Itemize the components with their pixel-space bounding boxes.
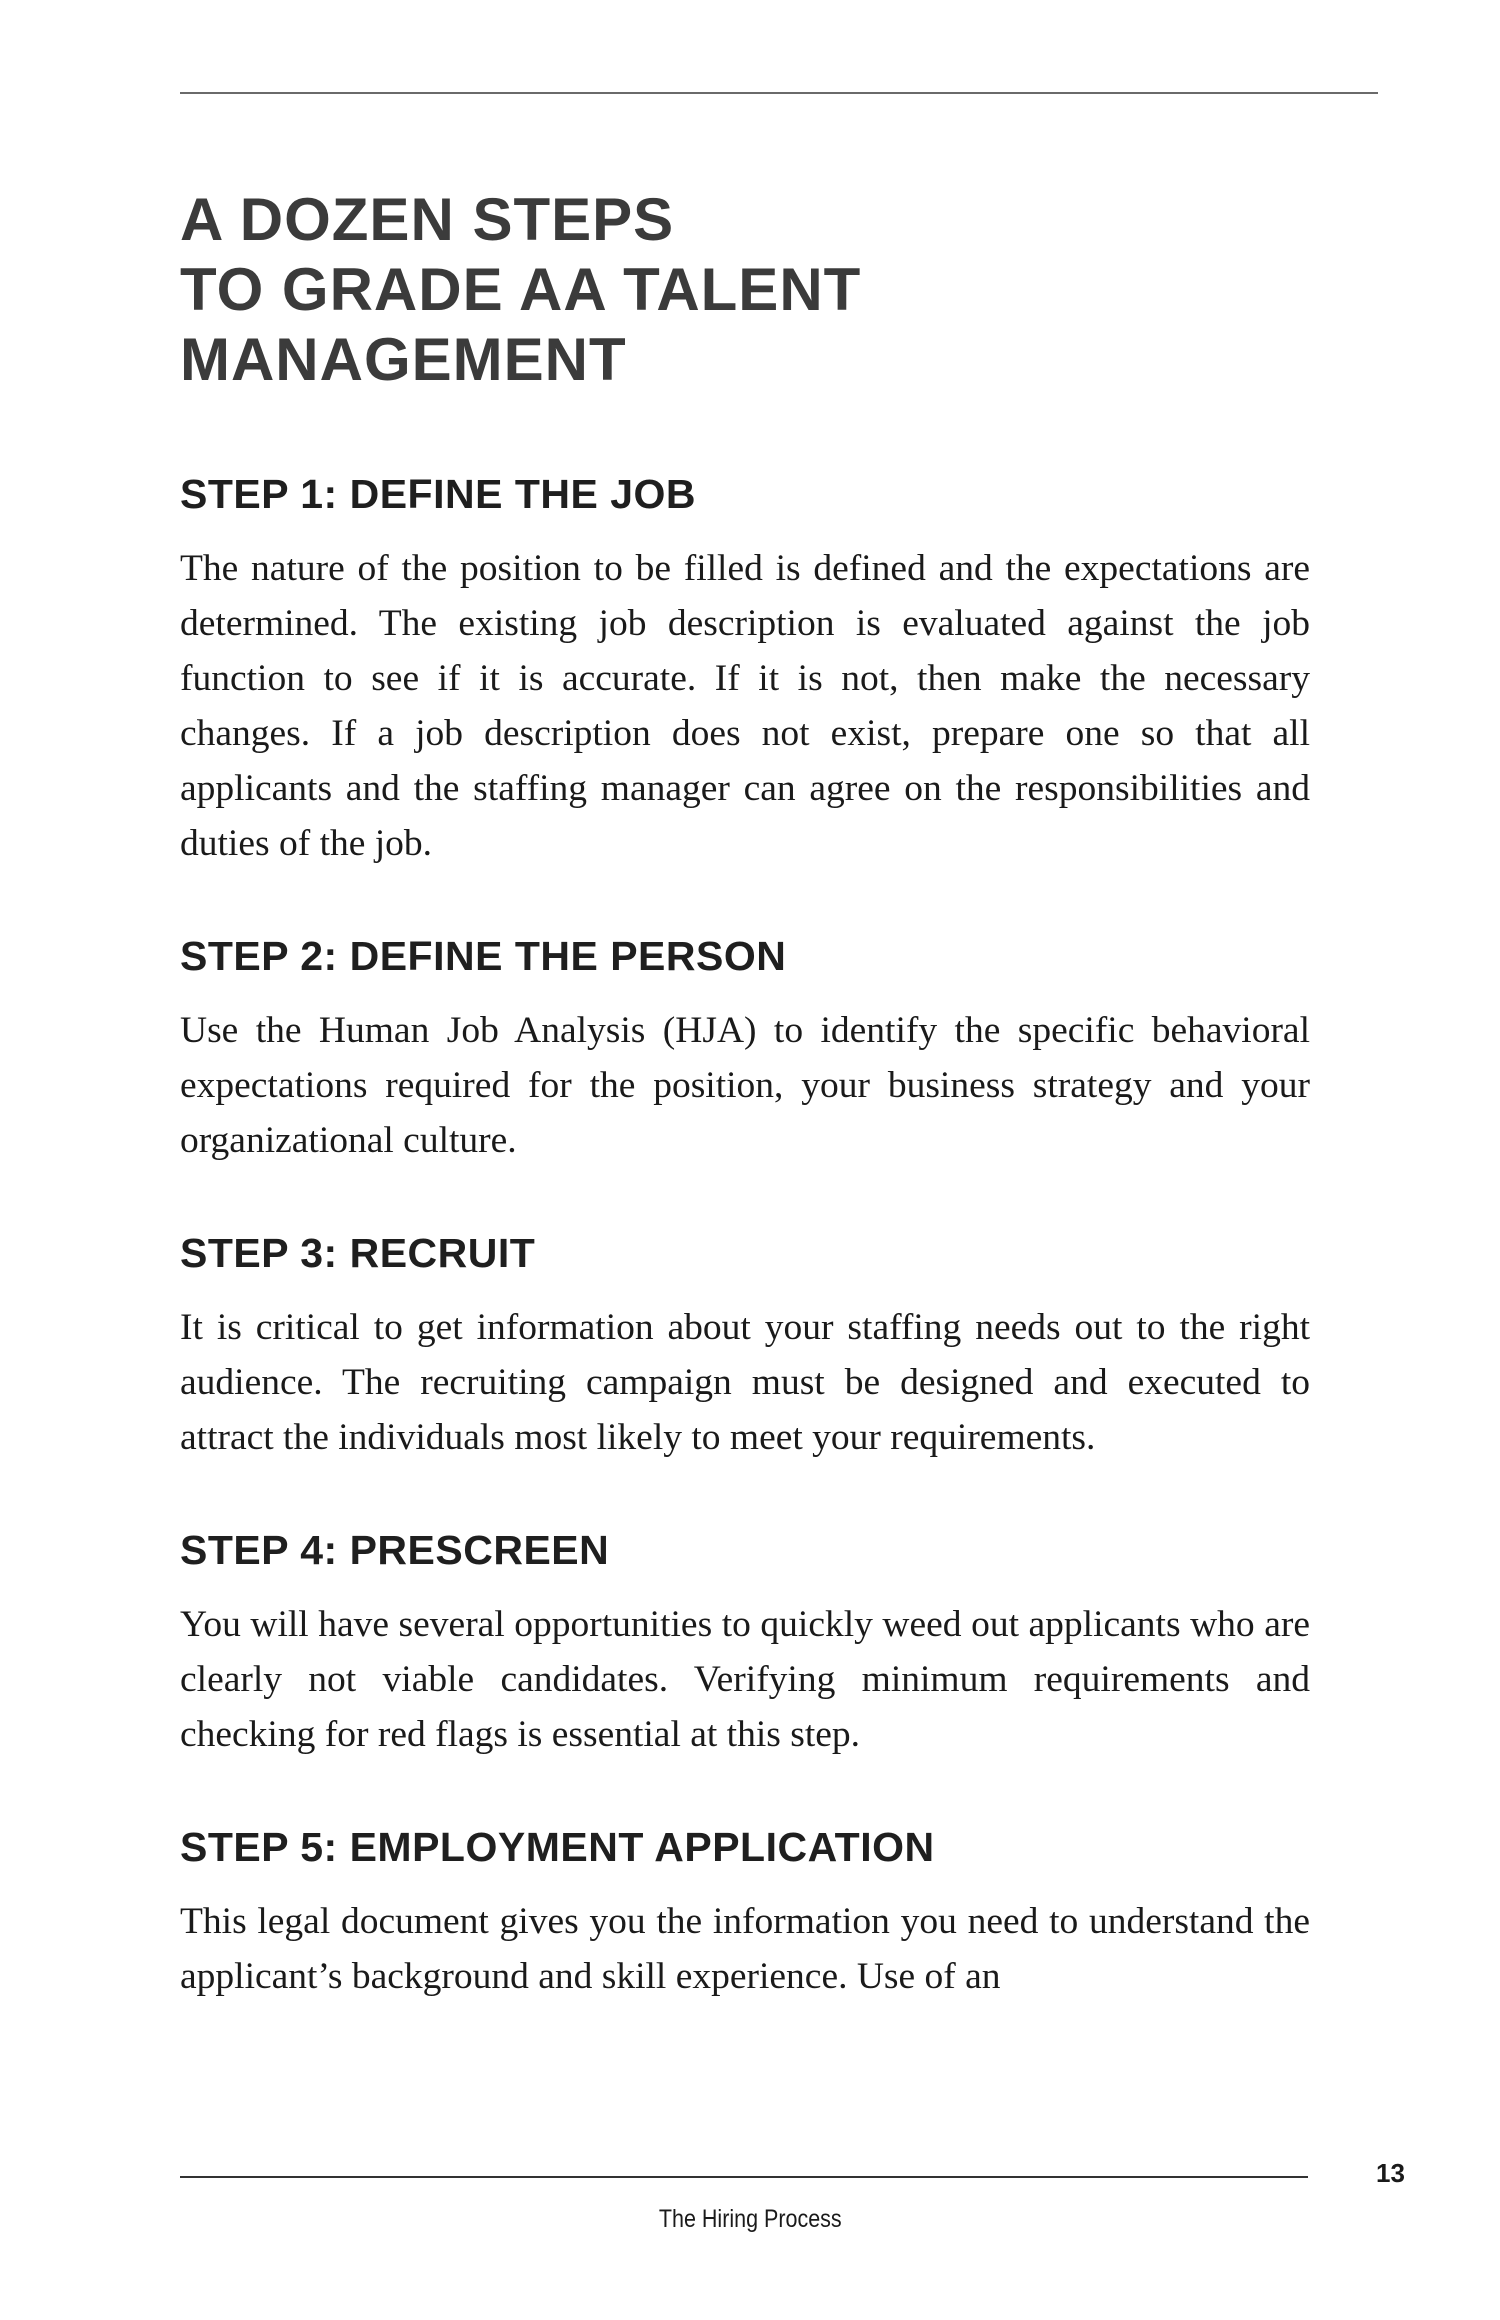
- page-title-line: MANAGEMENT: [180, 326, 627, 393]
- step-1-section: [180, 469, 1310, 871]
- page-title-line: A DOZEN STEPS: [180, 186, 675, 253]
- page-title-line: TO GRADE AA TALENT: [180, 256, 862, 323]
- footer-rule: [180, 2176, 1308, 2178]
- step-2-section: [180, 931, 1310, 1168]
- step-5-section: [180, 1822, 1310, 2004]
- step-4-body: You will have several opportunities to quickly weed out applicants who are clearly not viable candidates. Verifying minimum requirements and checking for red flags is essential at this step.: [180, 1604, 1310, 1755]
- step-4-section: [180, 1525, 1310, 1762]
- step-3-heading: STEP 3: RECRUIT: [180, 1230, 536, 1276]
- step-3-body: It is critical to get information about your staffing needs out to the right audience. The recruiting campaign must be designed and executed to attract the individuals most likely to meet your requirements.: [180, 1307, 1310, 1458]
- step-3-section: [180, 1228, 1310, 1465]
- step-5-body: This legal document gives you the information you need to understand the applicant’s background and skill experience. Use of an: [180, 1901, 1310, 1997]
- page-title: [180, 185, 1310, 395]
- step-1-body: The nature of the position to be filled is defined and the expectations are determined. The existing job description is evaluated against the job function to see if it is accurate. If it is not, then make the necessary changes. If a job description does not exist, prepare one so that all applicants and the staffing manager can agree on the responsibilities and duties of the job.: [180, 548, 1310, 864]
- footer-section-title: The Hiring Process: [658, 2205, 842, 2233]
- step-2-body: Use the Human Job Analysis (HJA) to identify the specific behavioral expectations required for the position, your business strategy and your organizational culture.: [180, 1010, 1310, 1161]
- step-2-heading: STEP 2: DEFINE THE PERSON: [180, 933, 787, 979]
- page-content: [180, 185, 1310, 2004]
- page-number: 13: [1376, 2158, 1405, 2188]
- step-1-heading: STEP 1: DEFINE THE JOB: [180, 471, 697, 517]
- step-4-heading: STEP 4: PRESCREEN: [180, 1527, 610, 1573]
- top-rule: [180, 92, 1378, 94]
- step-5-heading: STEP 5: EMPLOYMENT APPLICATION: [180, 1824, 935, 1870]
